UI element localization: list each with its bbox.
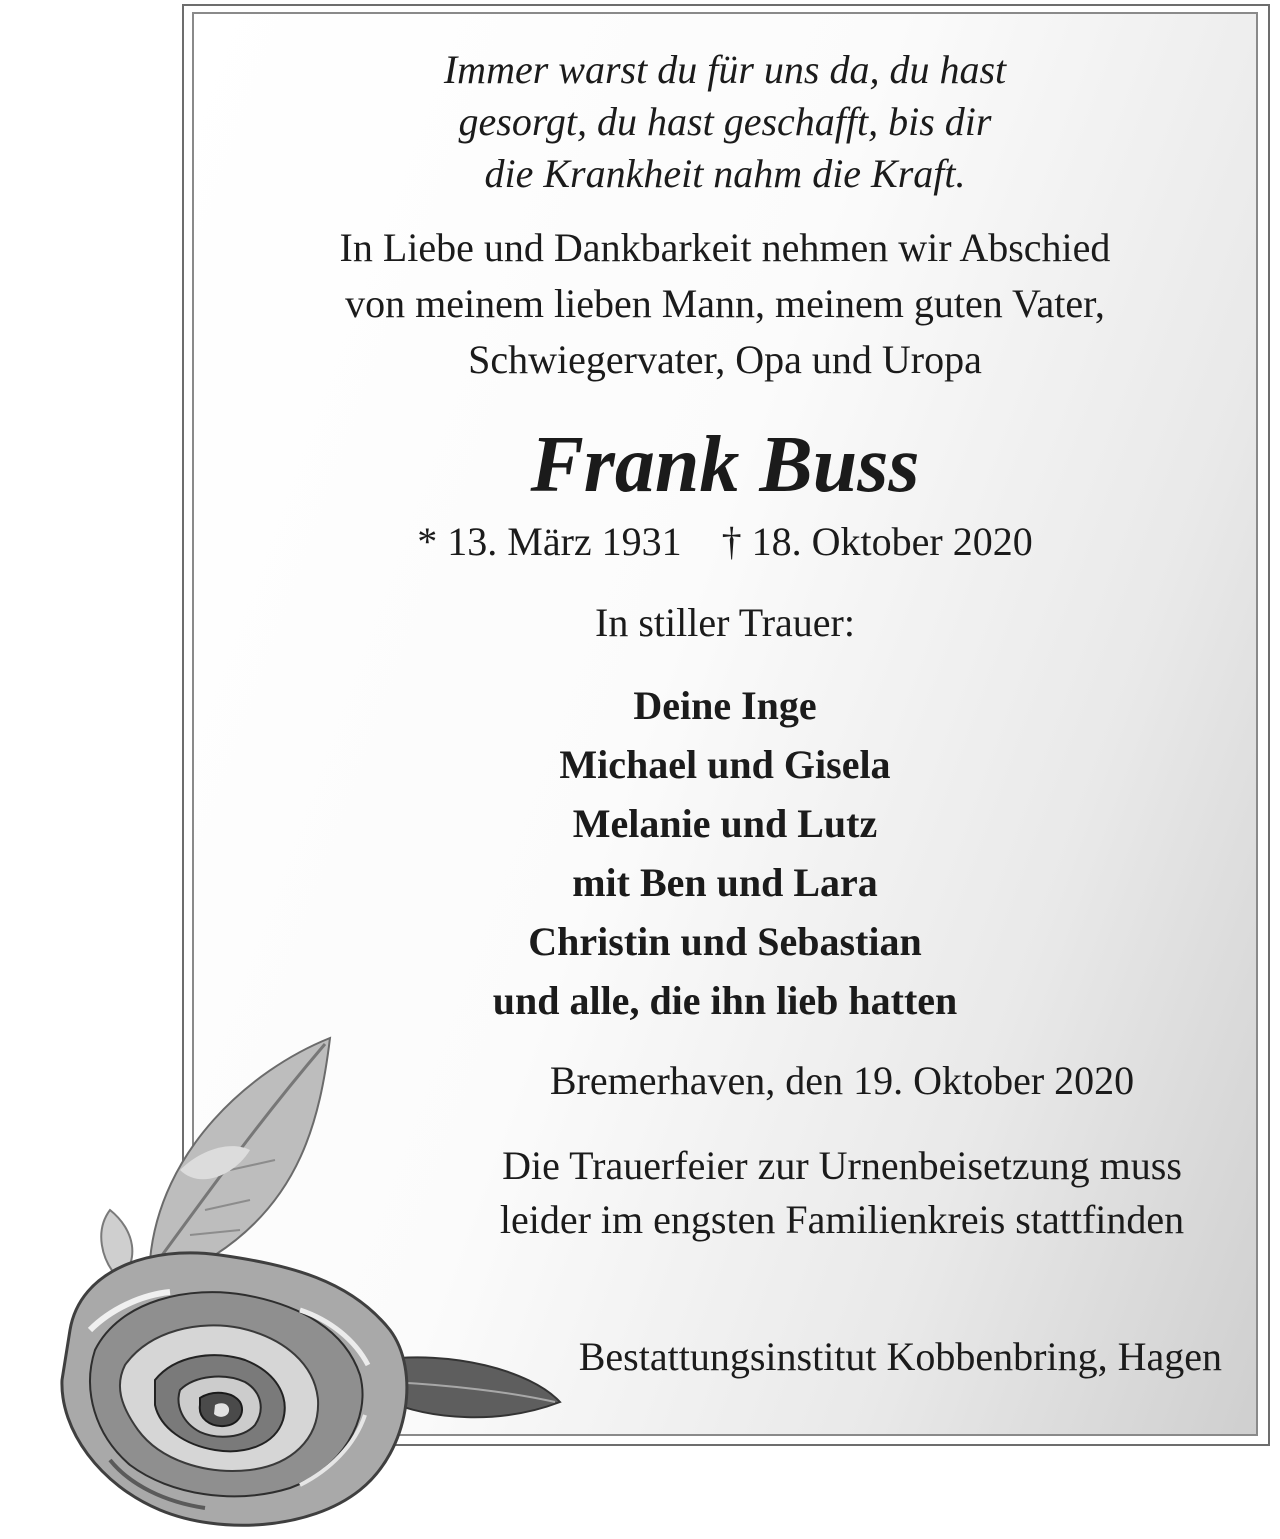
family-member: Christin und Sebastian <box>528 919 922 964</box>
death-date: † 18. Oktober 2020 <box>721 519 1033 564</box>
motto-line: die Krankheit nahm die Kraft. <box>484 151 966 196</box>
place-and-date: Bremerhaven, den 19. Oktober 2020 <box>549 1058 1135 1103</box>
motto-verse <box>192 44 1258 200</box>
intro-line: Schwiegervater, Opa und Uropa <box>468 337 982 382</box>
intro-line: von meinem lieben Mann, meinem guten Vater, <box>345 281 1105 326</box>
family-member: mit Ben und Lara <box>572 860 878 905</box>
birth-date: * 13. März 1931 <box>417 519 682 564</box>
rose-icon <box>0 1030 620 1539</box>
deceased-name: Frank Buss <box>530 421 920 509</box>
family-member: Melanie und Lutz <box>572 801 878 846</box>
undertaker-name: Bestattungsinstitut Kobbenbring, Hagen <box>578 1334 1222 1379</box>
motto-line: gesorgt, du hast geschafft, bis dir <box>458 99 992 144</box>
family-member: und alle, die ihn lieb hatten <box>492 978 958 1023</box>
family-member: Michael und Gisela <box>559 742 891 787</box>
ceremony-line: Die Trauerfeier zur Urnenbeisetzung muss <box>502 1143 1182 1188</box>
life-dates <box>192 517 1258 567</box>
family-member: Deine Inge <box>633 683 817 728</box>
ceremony-line: leider im engsten Familienkreis stattfinden <box>499 1197 1185 1242</box>
intro-text <box>192 220 1258 388</box>
family-list <box>192 676 1258 1030</box>
motto-line: Immer warst du für uns da, du hast <box>443 47 1007 92</box>
intro-line: In Liebe und Dankbarkeit nehmen wir Abschied <box>339 225 1111 270</box>
mourning-label: In stiller Trauer: <box>595 600 855 645</box>
